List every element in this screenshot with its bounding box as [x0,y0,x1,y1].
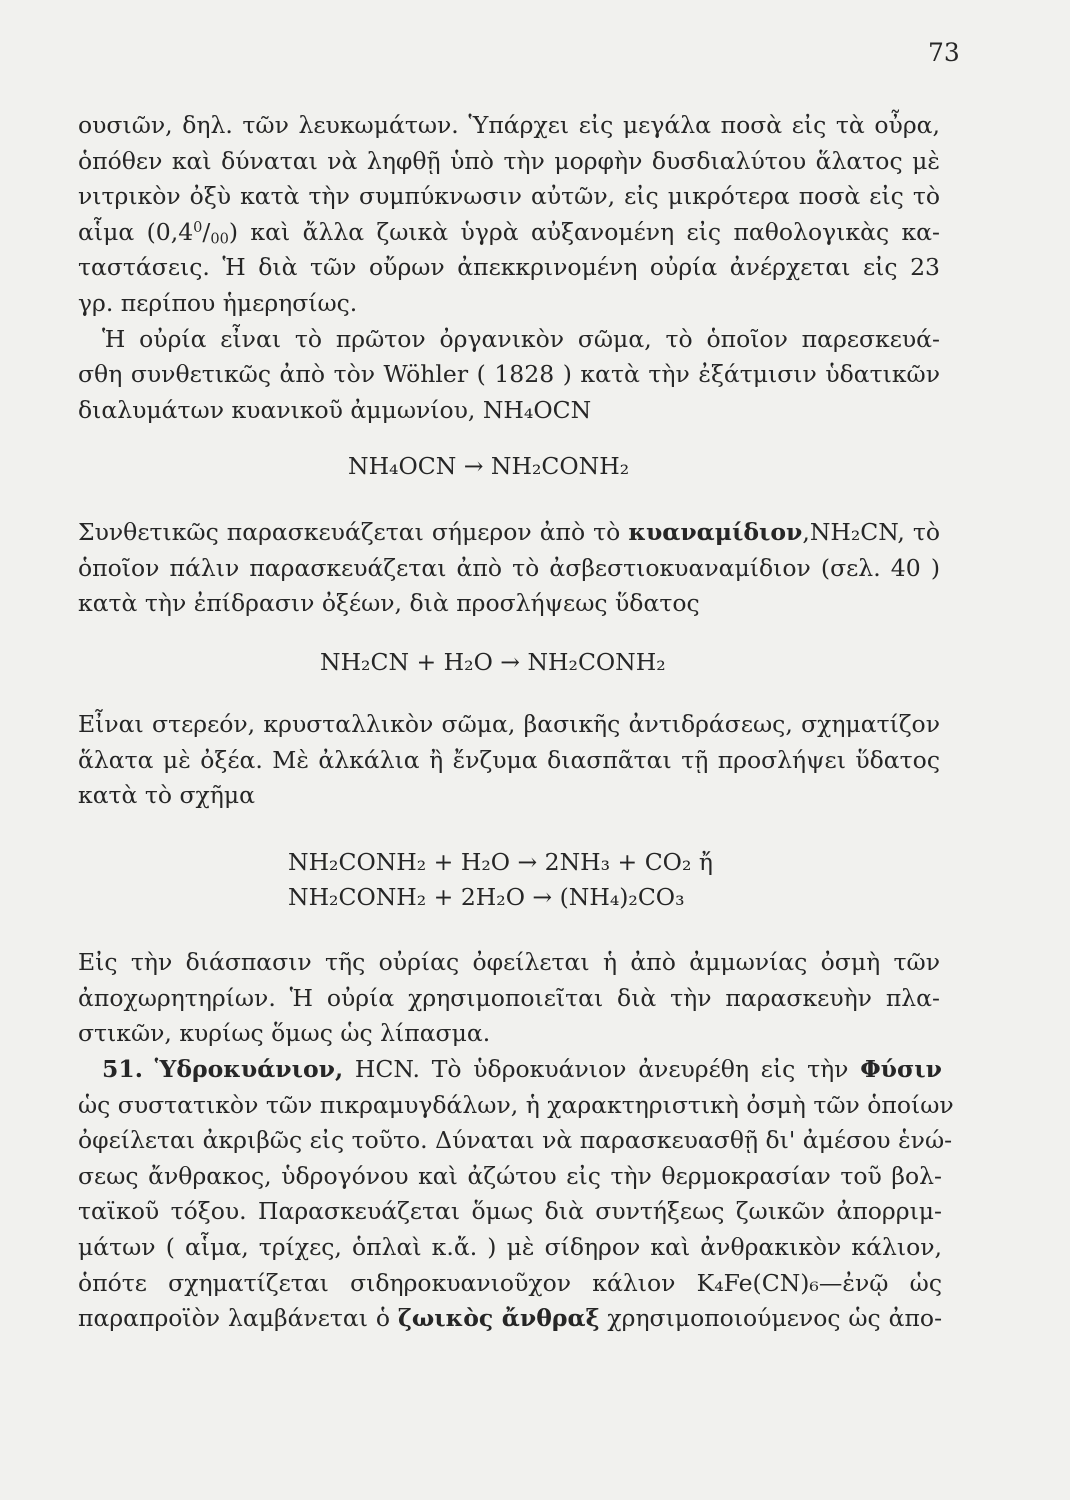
text-line: γρ. περίπου ἡμερησίως. [78,288,358,317]
section-heading-line [78,1052,942,1088]
bold-term: Φύσιν [860,1055,942,1083]
equation-hydrolysis-1: NH₂CONH₂ + H₂O → 2NH₃ + CO₂ ἤ [288,848,713,876]
text-line [78,1301,942,1337]
text-line [78,515,940,551]
text-fragment: Τὸ ὑδροκυάνιον ἀνευρέθη εἰς τὴν [431,1055,861,1083]
superscript: 0 [193,218,203,236]
paragraph-uses [78,945,940,1052]
equation-hydrolysis-2: NH₂CONH₂ + 2H₂O → (NH₄)₂CO₃ [288,883,685,911]
equation-wohler: NH₄OCN → NH₂CONH₂ [348,452,630,480]
text-line: ταϊκοῦ τόξου. Παρασκευάζεται ὅμως διὰ συντήξεως ζωικῶν ἀπορριμ- [78,1197,942,1226]
text-line: ὁπόθεν καὶ δύναται νὰ ληφθῇ ὑπὸ τὴν μορφὴν δυσδιαλύτου ἅλατος μὲ [78,146,940,175]
bold-term: ζωικὸς ἄνθραξ [397,1304,600,1333]
text-line: ουσιῶν, δηλ. τῶν λευκωμάτων. Ὑπάρχει εἰς μεγάλα ποσὰ εἰς τὰ οὖρα, [78,111,940,139]
text-fragment: αἷμα (0,4 [78,217,194,246]
text-line: Εἰς τὴν διάσπασιν τῆς οὐρίας ὀφείλεται ἡ ἀπὸ ἀμμωνίας ὀσμὴ τῶν [78,948,940,976]
text-line: νιτρικὸν ὀξὺ κατὰ τὴν συμπύκνωσιν αὐτῶν, εἰς μικρότερα ποσὰ εἰς τὸ [78,182,940,211]
text-fragment: / [202,217,211,246]
page-number: 73 [928,38,960,67]
text-line: ἀποχωρητηρίων. Ἡ οὐρία χρησιμοποιεῖται διὰ τὴν παρασκευὴν πλα- [78,983,940,1012]
text-line: ταστάσεις. Ἡ διὰ τῶν οὔρων ἀπεκκρινομένη οὐρία ἀνέρχεται εἰς 23 [78,253,940,282]
text-line: μάτων ( αἷμα, τρίχες, ὁπλαὶ κ.ἄ. ) μὲ σίδηρον καὶ ἀνθρακικὸν κάλιον, [78,1232,942,1261]
text-line [78,215,940,251]
paragraph-urea-intro [78,108,940,428]
text-line: Εἶναι στερεόν, κρυσταλλικὸν σῶμα, βασικῆς ἀντιδράσεως, σχηματίζον [78,710,940,738]
section-hcn [78,1052,954,1337]
text-fragment: παραπροϊὸν λαμβάνεται ὁ [78,1304,398,1333]
section-formula: HCN. [354,1055,420,1083]
text-line: σθη συνθετικῶς ἀπὸ τὸν Wöhler ( 1828 ) κατὰ τὴν ἐξάτμισιν ὑδατικῶν [78,360,940,389]
equation-cyanamide: NH₂CN + H₂O → NH₂CONH₂ [320,648,666,676]
text-line: ὡς συστατικὸν τῶν πικραμυγδάλων, ἡ χαρακτηριστικὴ ὀσμὴ τῶν ὁποίων [78,1090,954,1119]
paragraph-synthesis [78,515,940,622]
section-number: 51. [102,1055,143,1083]
text-line: ὁπότε σχηματίζεται σιδηροκυανιοῦχον κάλιον K₄Fe(CN)₆—ἐνῷ ὡς [78,1268,942,1297]
bold-term: κυαναμίδιον [628,518,803,546]
text-fragment: ) καὶ ἄλλα ζωικὰ ὑγρὰ αὐξανομένη εἰς παθολογικὰς κα- [228,217,940,246]
text-fragment: Συνθετικῶς παρασκευάζεται σήμερον ἀπὸ τὸ [78,518,629,546]
text-line: στικῶν, κυρίως ὅμως ὡς λίπασμα. [78,1019,491,1048]
section-title: Ὑδροκυάνιον, [154,1055,344,1083]
text-line: σεως ἄνθρακος, ὑδρογόνου καὶ ἀζώτου εἰς τὴν θερμοκρασίαν τοῦ βολ- [78,1161,942,1190]
text-line: ἅλατα μὲ ὀξέα. Μὲ ἀλκάλια ἢ ἔνζυμα διασπᾶται τῇ προσλήψει ὕδατος [78,745,940,774]
text-line: ὀφείλεται ἀκριβῶς εἰς τοῦτο. Δύναται νὰ παρασκευασθῇ δι' ἀμέσου ἑνώ- [78,1126,953,1155]
text-line: Ἡ οὐρία εἶναι τὸ πρῶτον ὀργανικὸν σῶμα, τὸ ὁποῖον παρεσκευά- [102,324,940,353]
text-fragment: ,NH₂CN, τὸ [802,518,940,546]
text-line: διαλυμάτων κυανικοῦ ἀμμωνίου, NH₄OCN [78,395,592,424]
text-line: κατὰ τὴν ἐπίδρασιν ὀξέων, διὰ προσλήψεως ὕδατος [78,589,700,618]
paragraph-properties [78,707,940,814]
text-fragment: χρησιμοποιούμενος ὡς ἀπο- [599,1304,943,1333]
text-line: ὁποῖον πάλιν παρασκευάζεται ἀπὸ τὸ ἀσβεστιοκυαναμίδιον (σελ. 40 ) [78,553,940,582]
subscript: 00 [210,230,229,248]
text-line: κατὰ τὸ σχῆμα [78,781,256,810]
